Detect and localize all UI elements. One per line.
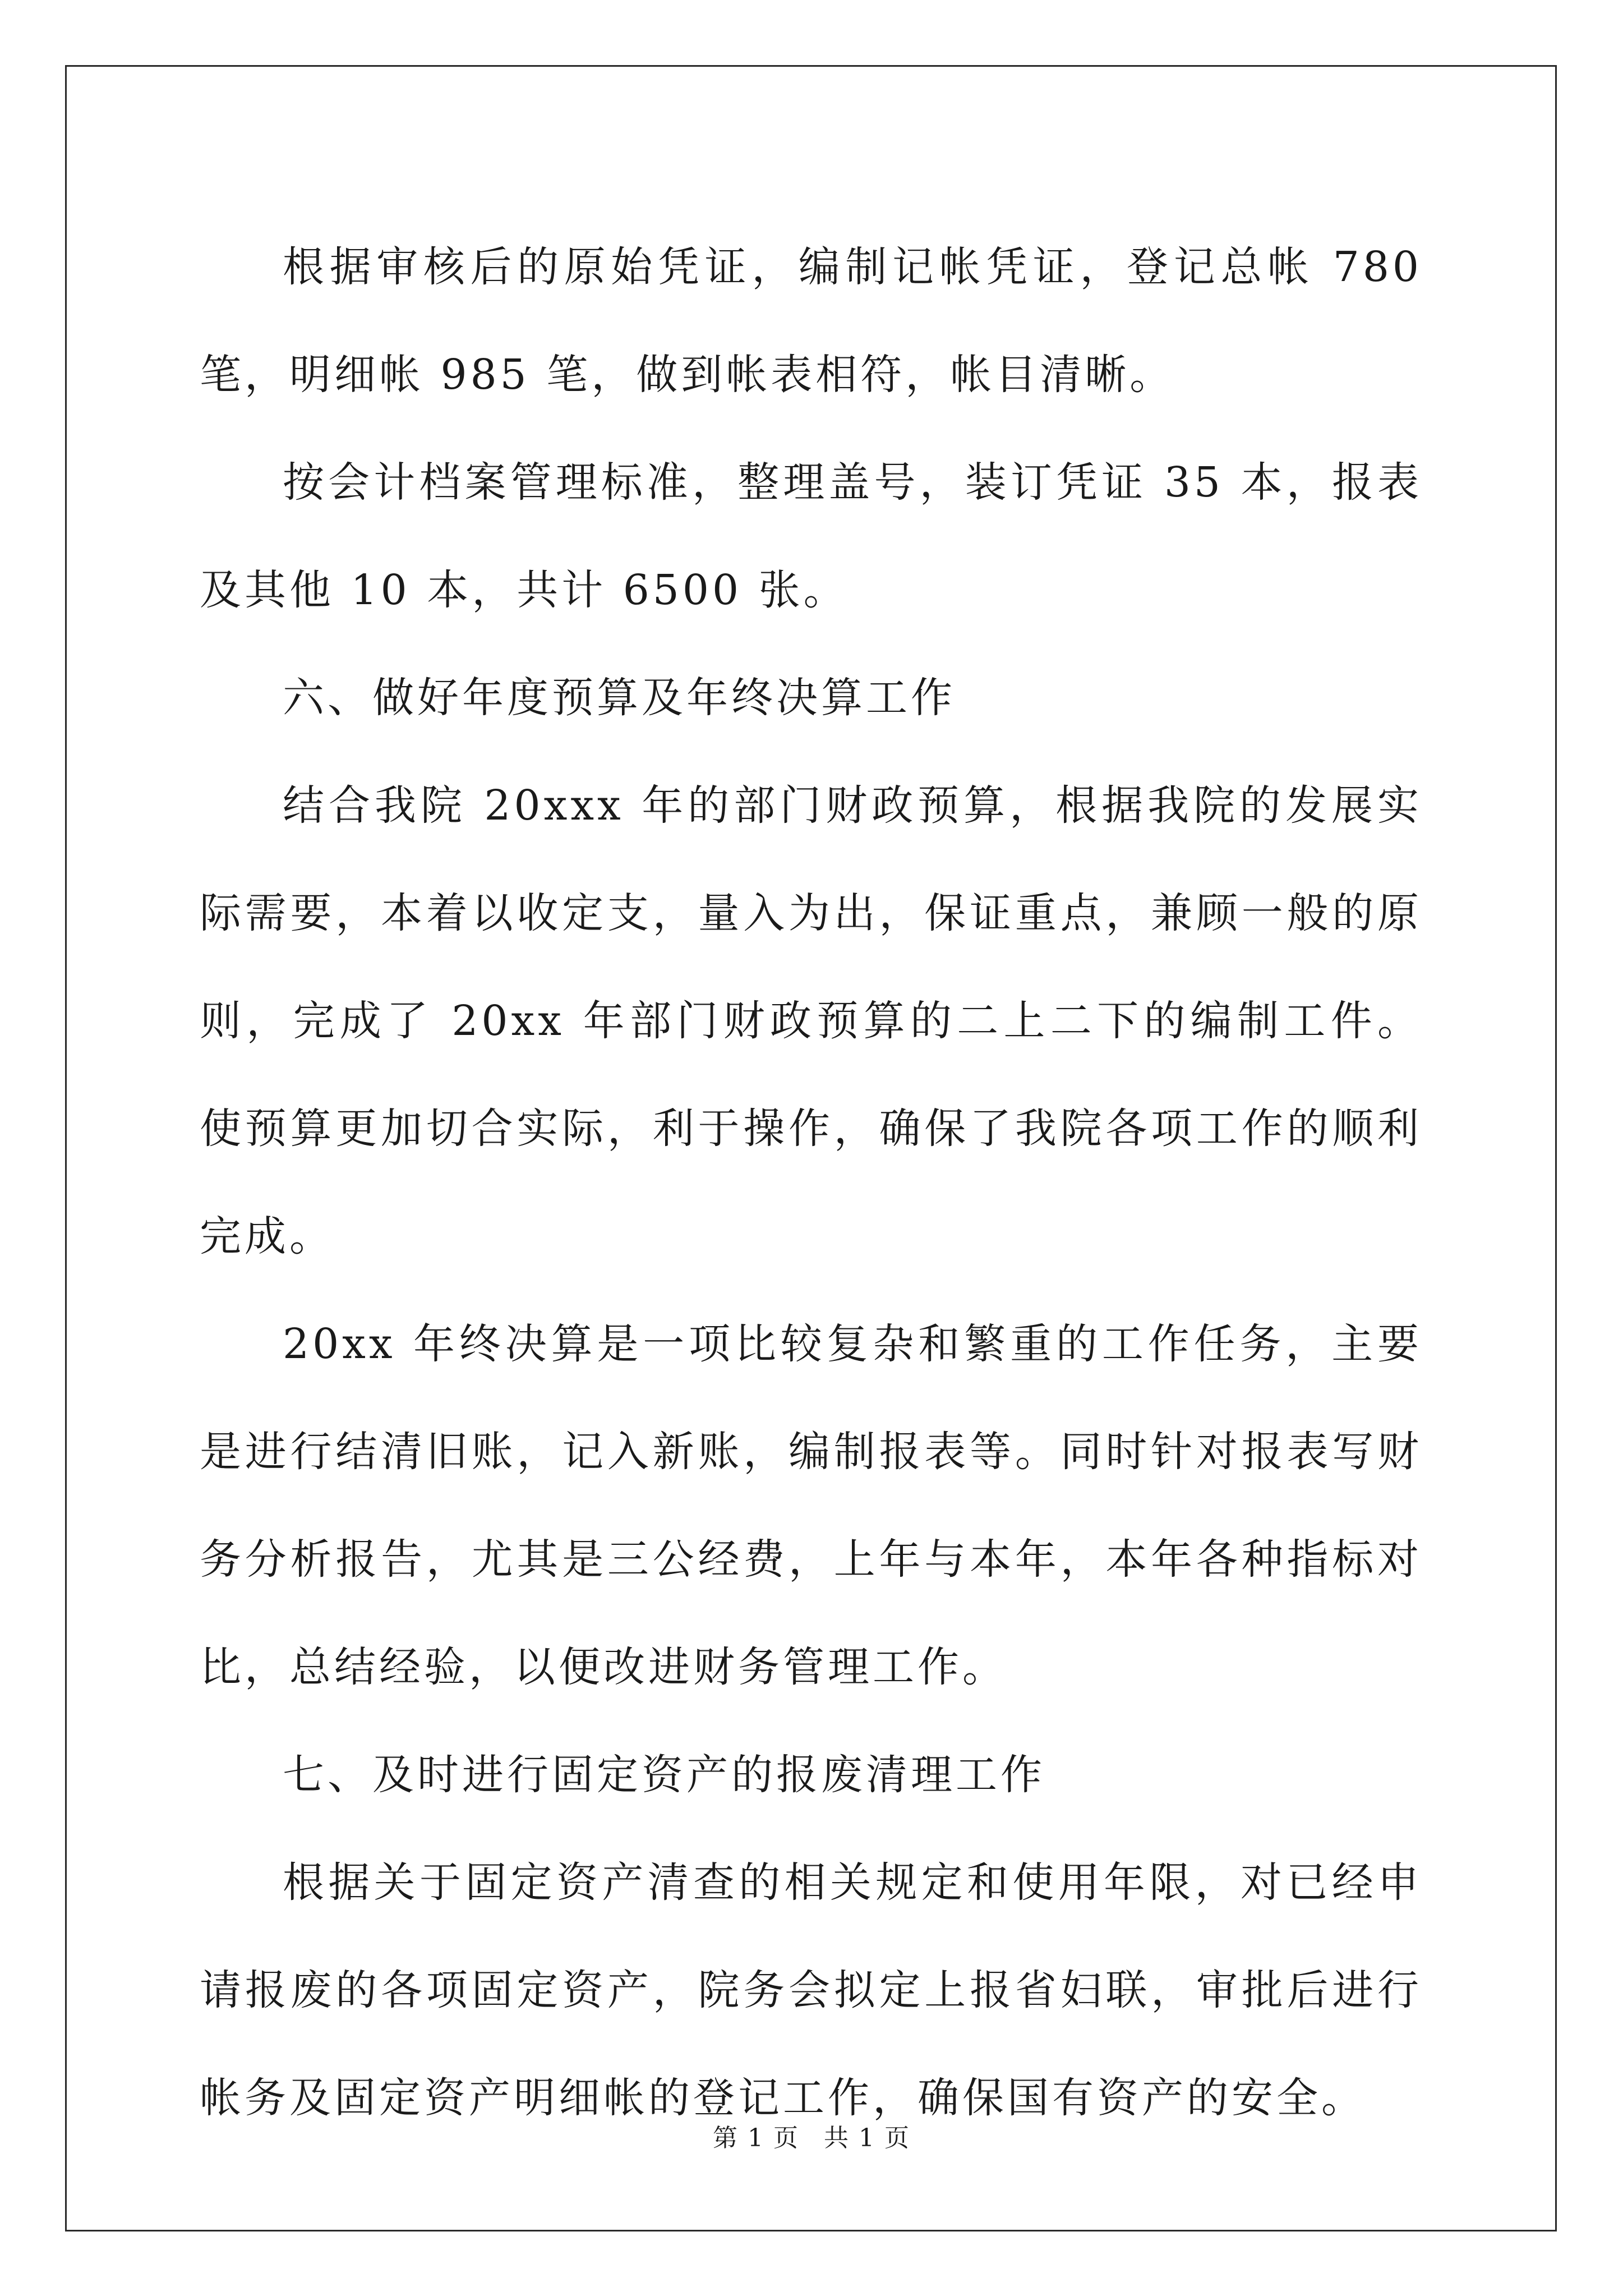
page-footer — [0, 2118, 1623, 2154]
paragraph-vouchers: 根据审核后的原始凭证，编制记帐凭证，登记总帐 780 笔，明细帐 985 笔，做到帐表相符，帐目清晰。 — [200, 243, 1422, 399]
paragraph-budget: 结合我院 20xxx 年的部门财政预算，根据我院的发展实际需要，本着以收定支，量入为出，保证重点，兼顾一般的原则，完成了 20xx 年部门财政预算的二上二下的编制工件。使预算更加切合实际，利于操作，确保了我院各项工作的顺利完成。 — [200, 781, 1422, 1260]
paragraph-fixed-assets: 根据关于固定资产清查的相关规定和使用年限，对已经申请报废的各项固定资产，院务会拟定上报省妇联，审批后进行帐务及固定资产明细帐的登记工作，确保国有资产的安全。 — [200, 1858, 1422, 2122]
page-number: 第 1 页 — [713, 2124, 799, 2152]
paragraph-archives: 按会计档案管理标准，整理盖号，装订凭证 35 本，报表及其他 10 本，共计 6500 张。 — [200, 458, 1422, 614]
page-total: 共 1 页 — [824, 2124, 910, 2152]
document-body — [200, 213, 1422, 2152]
section-heading-seven: 七、及时进行固定资产的报废清理工作 — [283, 1751, 1045, 1799]
section-heading-six: 六、做好年度预算及年终决算工作 — [283, 674, 956, 722]
paragraph-final-accounts: 20xx 年终决算是一项比较复杂和繁重的工作任务，主要是进行结清旧账，记入新账，编制报表等。同时针对报表写财务分析报告，尤其是三公经费，上年与本年，本年各种指标对比，总结经验，以便改进财务管理工作。 — [200, 1320, 1422, 1691]
